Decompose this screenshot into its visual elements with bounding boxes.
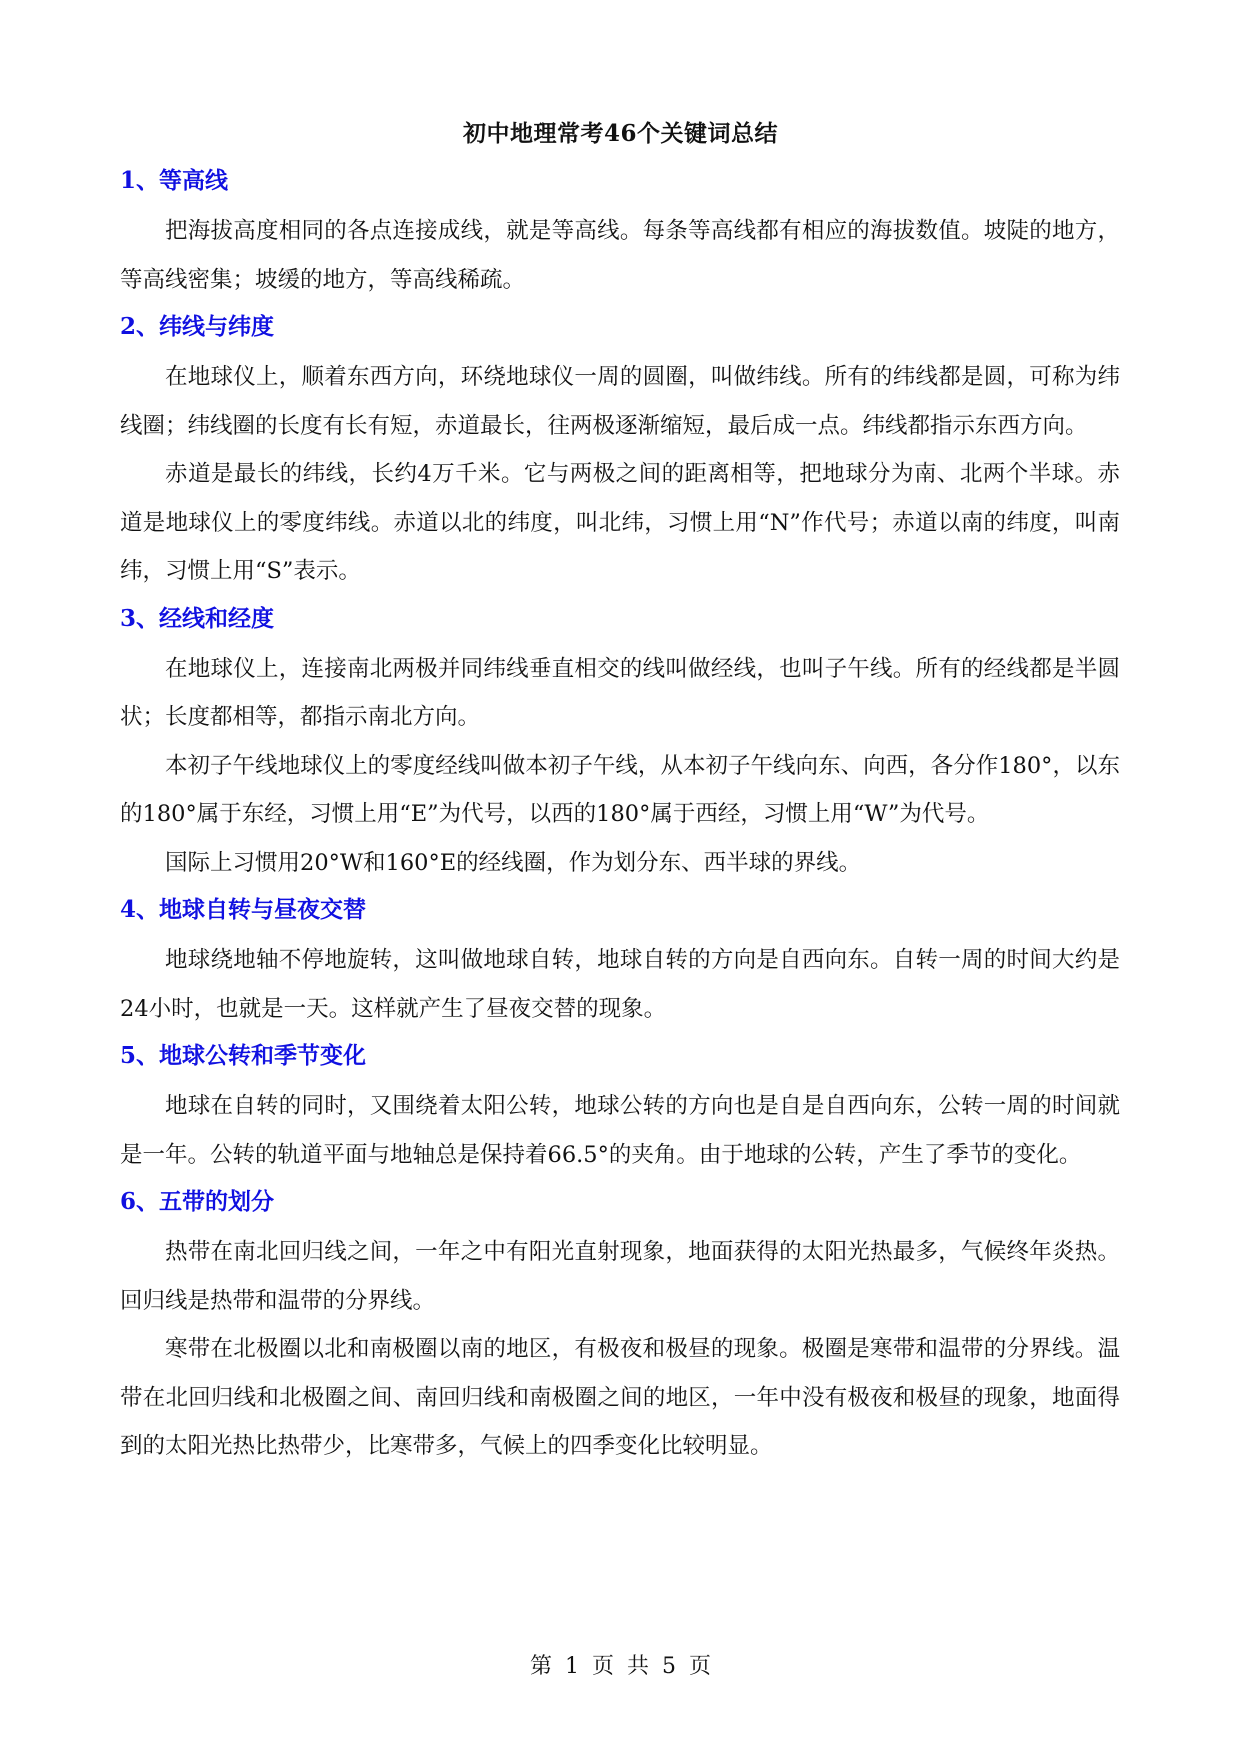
paragraph: 在地球仪上，顺着东西方向，环绕地球仪一周的圆圈，叫做纬线。所有的纬线都是圆，可称为纬线圈；纬线圈的长度有长有短，赤道最长，往两极逐渐缩短，最后成一点。纬线都指示东西方向。 <box>120 364 1120 439</box>
paragraph: 热带在南北回归线之间，一年之中有阳光直射现象，地面获得的太阳光热最多，气候终年炎热。回归线是热带和温带的分界线。 <box>120 1239 1120 1314</box>
section-heading: 2、纬线与纬度 <box>120 313 275 340</box>
section-earth-rotation <box>120 894 1120 1033</box>
page-title: 初中地理常考46个关键词总结 <box>462 120 778 147</box>
section-heading: 3、经线和经度 <box>120 604 275 632</box>
paragraph: 地球在自转的同时，又围绕着太阳公转，地球公转的方向也是自是自西向东，公转一周的时间就是一年。公转的轨道平面与地轴总是保持着66.5°的夹角。由于地球的公转，产生了季节的变化。 <box>120 1093 1120 1168</box>
section-five-zones <box>120 1186 1120 1471</box>
section-heading: 4、地球自转与昼夜交替 <box>120 896 367 923</box>
section-heading: 1、等高线 <box>120 167 229 194</box>
paragraph: 在地球仪上，连接南北两极并同纬线垂直相交的线叫做经线，也叫子午线。所有的经线都是半圆状；长度都相等，都指示南北方向。 <box>120 655 1120 730</box>
section-heading: 6、五带的划分 <box>120 1188 275 1215</box>
paragraph: 寒带在北极圈以北和南极圈以南的地区，有极夜和极昼的现象。极圈是寒带和温带的分界线。温带在北回归线和北极圈之间、南回归线和南极圈之间的地区，一年中没有极夜和极昼的现象，地面得到的太阳光热比热带少，比寒带多，气候上的四季变化比较明显。 <box>120 1336 1120 1459</box>
paragraph: 赤道是最长的纬线，长约4万千米。它与两极之间的距离相等，把地球分为南、北两个半球。赤道是地球仪上的零度纬线。赤道以北的纬度，叫北纬，习惯上用“N”作代号；赤道以南的纬度，叫南纬，习惯上用“S”表示。 <box>120 461 1120 584</box>
paragraph: 把海拔高度相同的各点连接成线，就是等高线。每条等高线都有相应的海拔数值。坡陡的地方，等高线密集；坡缓的地方，等高线稀疏。 <box>120 218 1120 293</box>
paragraph: 本初子午线地球仪上的零度经线叫做本初子午线，从本初子午线向东、向西，各分作180°，以东的180°属于东经，习惯上用“E”为代号，以西的180°属于西经，习惯上用“W”为代号。 <box>120 752 1120 827</box>
page-footer: 第 1 页 共 5 页 <box>530 1654 711 1679</box>
section-heading: 5、地球公转和季节变化 <box>120 1042 367 1069</box>
paragraph: 国际上习惯用20°W和160°E的经线圈，作为划分东、西半球的界线。 <box>165 849 862 876</box>
document-body <box>120 165 1120 1478</box>
paragraph: 地球绕地轴不停地旋转，这叫做地球自转，地球自转的方向是自西向东。自转一周的时间大约是24小时，也就是一天。这样就产生了昼夜交替的现象。 <box>120 947 1120 1022</box>
section-latitude <box>120 311 1120 596</box>
section-contour-lines <box>120 165 1120 304</box>
section-earth-revolution <box>120 1040 1120 1179</box>
section-longitude <box>120 603 1120 888</box>
